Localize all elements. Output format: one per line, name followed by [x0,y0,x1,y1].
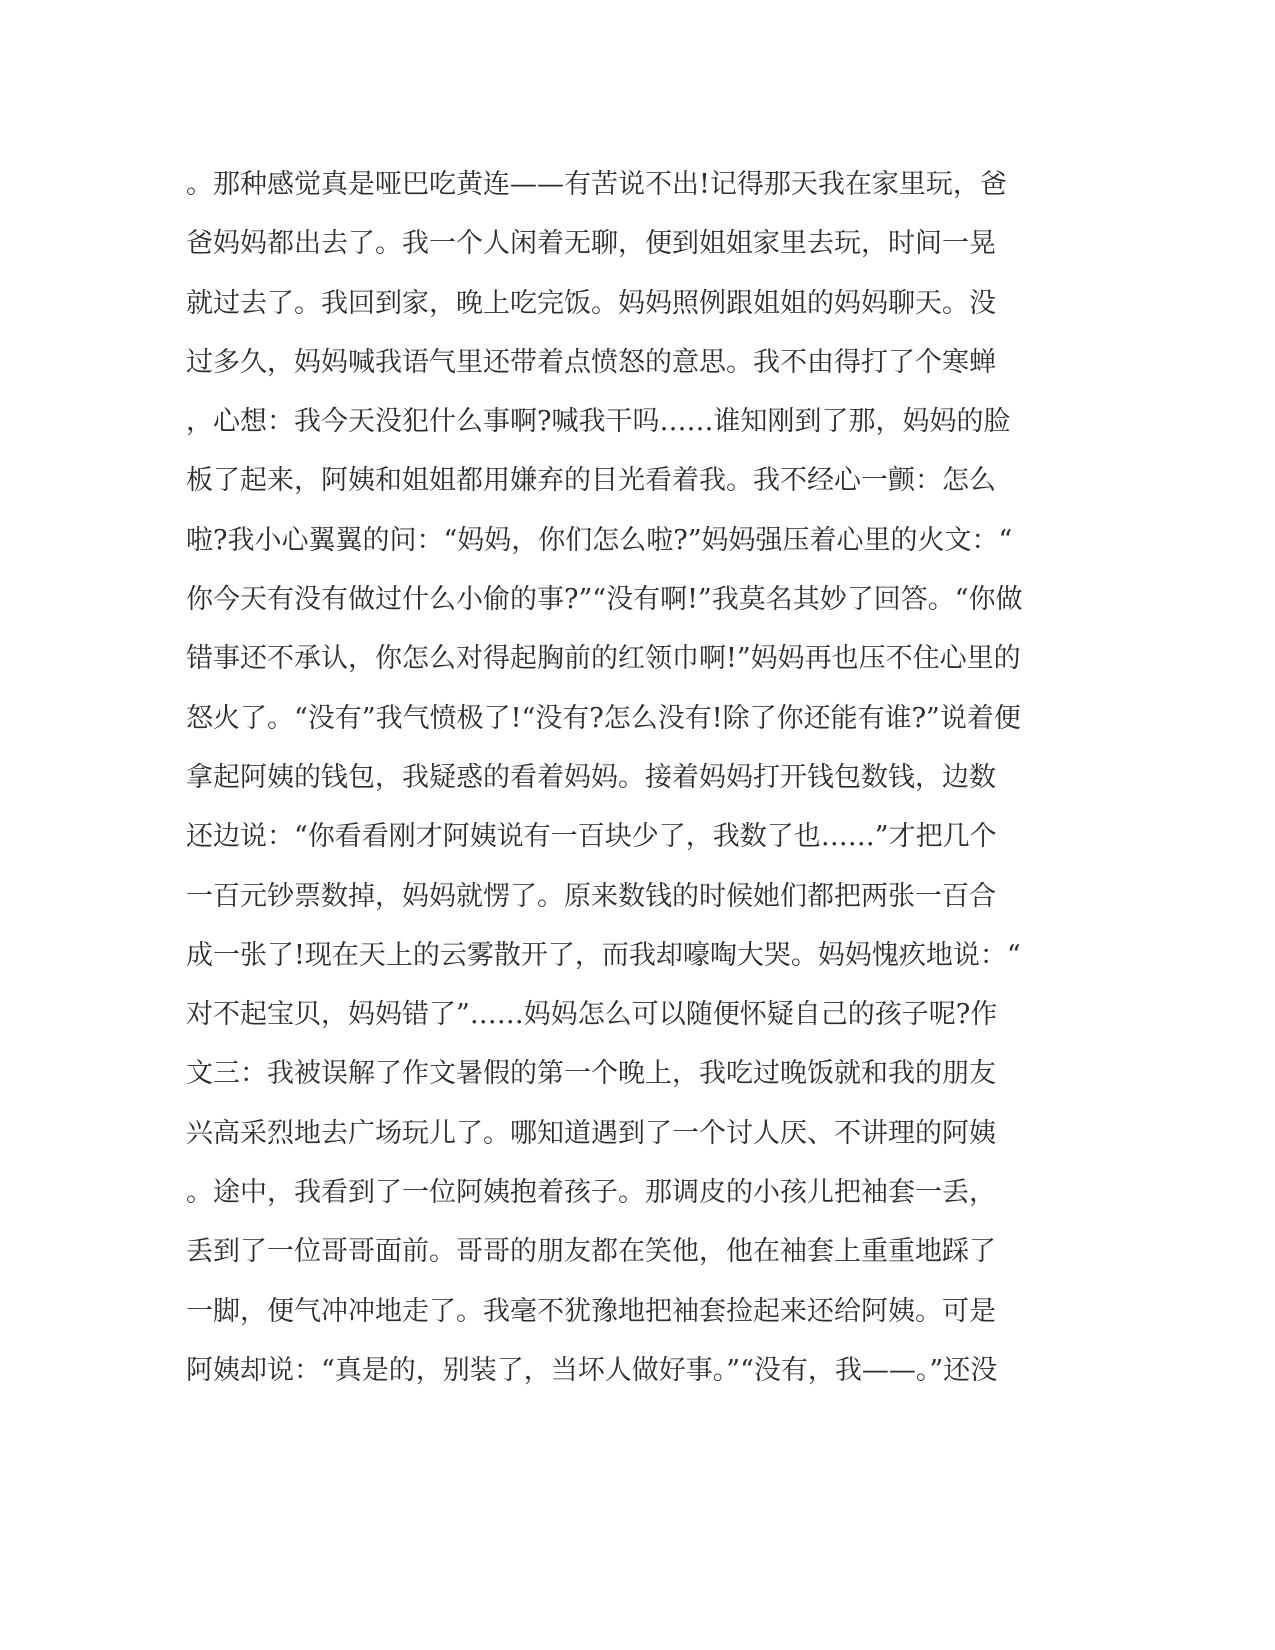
text-line: 阿姨却说：“真是的，别装了，当坏人做好事。”“没有，我——。”还没 [186,1354,998,1386]
text-line: 兴高采烈地去广场玩儿了。哪知道遇到了一个讨人厌、不讲理的阿姨 [186,1117,996,1149]
text-line: 就过去了。我回到家，晚上吃完饭。妈妈照例跟姐姐的妈妈聊天。没 [186,287,996,319]
text-line: 拿起阿姨的钱包，我疑惑的看着妈妈。接着妈妈打开钱包数钱，边数 [186,761,996,793]
text-line: 板了起来，阿姨和姐姐都用嫌弃的目光看着我。我不经心一颤：怎么 [186,465,996,497]
text-line: 过多久，妈妈喊我语气里还带着点愤怒的意思。我不由得打了个寒蝉 [186,346,996,378]
text-line: 成一张了!现在天上的云雾散开了，而我却嚎啕大哭。妈妈愧疚地说：“ [186,939,1021,971]
text-line: 对不起宝贝，妈妈错了”……妈妈怎么可以随便怀疑自己的孩子呢?作 [186,999,998,1031]
text-line: 啦?我小心翼翼的问：“妈妈，你们怎么啦?”妈妈强压着心里的火文：“ [186,524,1013,556]
text-line: 爸妈妈都出去了。我一个人闲着无聊，便到姐姐家里去玩，时间一晃 [186,228,996,260]
text-line: 一脚，便气冲冲地走了。我毫不犹豫地把袖套捡起来还给阿姨。可是 [186,1295,996,1327]
text-line: ，心想：我今天没犯什么事啊?喊我干吗……谁知刚到了那，妈妈的脸 [186,406,1011,438]
text-line: 。那种感觉真是哑巴吃黄连——有苦说不出!记得那天我在家里玩，爸 [186,169,1007,200]
text-line: 还边说：“你看看刚才阿姨说有一百块少了，我数了也……”才把几个 [186,821,997,853]
text-line: 文三：我被误解了作文暑假的第一个晚上，我吃过晚饭就和我的朋友 [186,1058,996,1090]
text-line: 错事还不承认，你怎么对得起胸前的红领巾啊!”妈妈再也压不住心里的 [186,643,1021,675]
text-line: 一百元钞票数掉，妈妈就愣了。原来数钱的时候她们都把两张一百合 [186,880,996,912]
text-line: 丢到了一位哥哥面前。哥哥的朋友都在笑他，他在袖套上重重地踩了 [186,1236,996,1268]
text-line: 你今天有没有做过什么小偷的事?”“没有啊!”我莫名其妙了回答。“你做 [186,584,1023,616]
body-text [186,165,1086,1410]
text-line: 怒火了。“没有”我气愤极了!“没有?怎么没有!除了你还能有谁?”说着便 [186,702,1021,734]
text-line: 。途中，我看到了一位阿姨抱着孩子。那调皮的小孩儿把袖套一丢， [186,1177,996,1209]
